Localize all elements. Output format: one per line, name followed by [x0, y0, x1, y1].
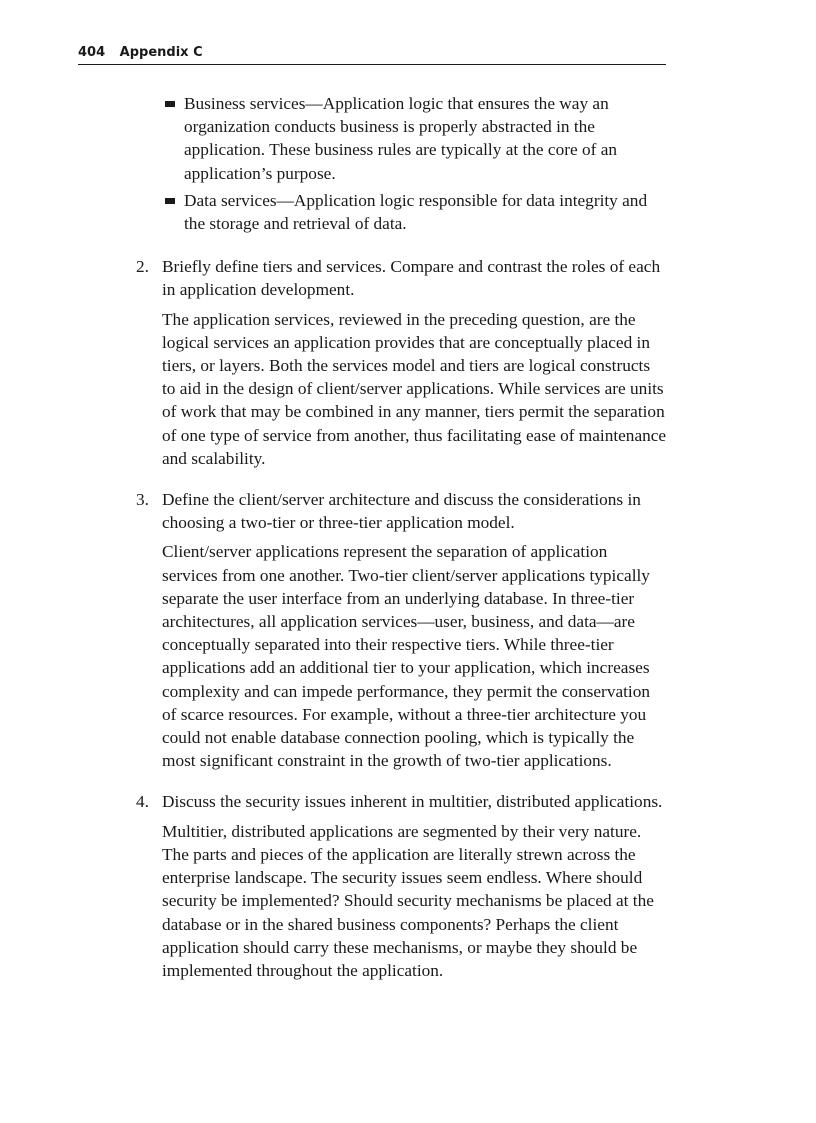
page-number: 404	[78, 45, 106, 60]
page-header	[78, 44, 666, 65]
item-number: 4.	[136, 792, 149, 812]
answer-text: Client/server applications represent the separation of application services from one another. Two-tier client/server applications typically separate the user interface from an underlying database. In three-tier architectures, all application services—user, business, and data—are conceptually separated into their respective tiers. While three-tier applications add an additional tier to your application, which increases complexity and can impede performance, they permit the conservation of scarce resources. For example, without a three-tier architecture you could not enable database connection pooling, which is typically the most significant constraint in the growth of two-tier applications.	[162, 542, 651, 771]
item-number: 3.	[136, 490, 149, 510]
answer-text: Multitier, distributed applications are segmented by their very nature. The parts and pieces of the application are literally strewn across the enterprise landscape. The security issues seem endless. Where should security be implemented? Should security mechanisms be placed at the database or in the shared business components? Perhaps the client application should carry these mechanisms, or maybe they should be implemented throughout the application.	[162, 821, 654, 980]
bullet-text: Data services—Application logic responsible for data integrity and the storage and retrieval of data.	[184, 190, 648, 234]
bullet-item-business-services	[184, 92, 654, 185]
bullet-text: Business services—Application logic that ensures the way an organization conducts business is properly abstracted in the application. These business rules are typically at the core of an application’s purpose.	[184, 94, 618, 183]
answer-text: The application services, reviewed in the preceding question, are the logical services an application provides that are conceptually placed in tiers, or layers. Both the services model and tiers are logical constructs to aid in the design of client/server applications. While services are units of work that may be combined in any manner, tiers permit the separation of one type of service from another, thus facilitating ease of maintenance and scalability.	[162, 309, 667, 468]
item-number: 2.	[136, 257, 149, 277]
question-text: Define the client/server architecture and discuss the considerations in choosing a two-tier or three-tier application model.	[162, 490, 641, 533]
services-bullet-list	[0, 92, 816, 235]
question-item-2	[136, 255, 667, 470]
bullet-item-data-services	[184, 189, 654, 235]
square-bullet-icon	[165, 101, 175, 107]
question-item-4	[136, 790, 667, 982]
question-text: Discuss the security issues inherent in multitier, distributed applications.	[162, 792, 663, 812]
page-content	[0, 92, 816, 982]
section-title: Appendix C	[119, 45, 203, 60]
question-item-3	[136, 488, 667, 772]
square-bullet-icon	[165, 198, 175, 204]
question-text: Briefly define tiers and services. Compare and contrast the roles of each in application development.	[162, 257, 661, 300]
